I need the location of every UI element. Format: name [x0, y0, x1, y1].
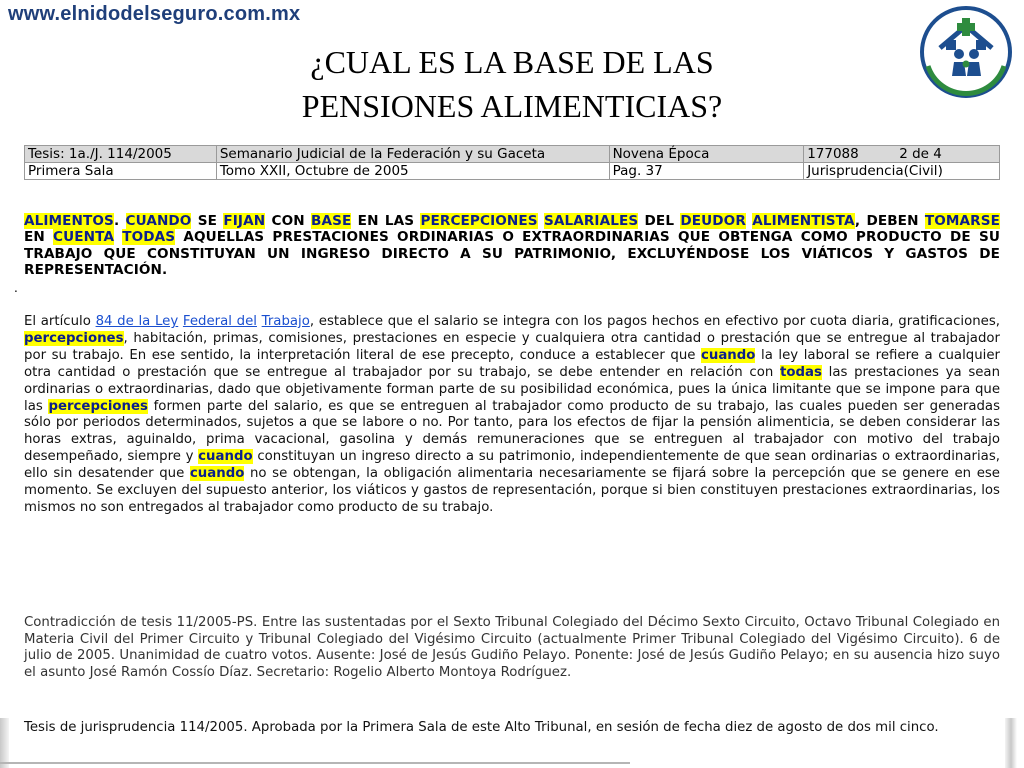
highlighted-term: BASE	[311, 213, 352, 229]
highlighted-term: cuando	[198, 449, 253, 465]
heading-text: DEL	[638, 213, 681, 229]
law-trabajo-link[interactable]: Trabajo	[261, 314, 310, 329]
body-text-run: no se obtengan, la obligación alimentaria necesariamente se fijará sobre la percepción que se genere en ese momento. Se excluyen del supuesto anterior, los viáticos y gastos de representación, porque si bien constituyen prestaciones extraordinarias, los mismos no son entregados al trabajador como producto de su trabajo.	[24, 466, 1000, 515]
body-text-run: formen parte del salario, es que se entreguen al trabajador como producto de su trabajo, las cuales pueden ser generadas sólo por periodos determinados, sujetos a que se labore o no. Por tanto, para los efectos de fijar la pensión alimenticia, se deben considerar las horas extras, aguinaldo, prima vacacional, gasolina y demás remuneraciones que se entreguen al trabajador con motivo del trabajo desempeñado, siempre y	[24, 398, 1001, 465]
divider	[0, 762, 630, 764]
highlighted-term: todas	[780, 364, 822, 380]
title-line-2: PENSIONES ALIMENTICIAS?	[301, 88, 723, 124]
thesis-heading	[24, 213, 1000, 279]
body-text-run: constituyan un ingreso directo a su patrimonio, independientemente de que sean ordinarias o extraordinarias, ello sin desatender que	[24, 449, 1000, 482]
highlighted-term: CUENTA	[53, 229, 115, 246]
scan-edge-right	[1005, 718, 1017, 768]
registry-cell	[804, 146, 1000, 163]
tesis-number: Tesis: 1a./J. 114/2005	[25, 146, 217, 163]
highlighted-term: percepciones	[48, 398, 148, 414]
highlighted-term: SALARIALES	[543, 213, 639, 229]
page-title	[0, 40, 1024, 128]
highlighted-term: PERCEPCIONES	[420, 213, 538, 229]
highlighted-term: percepciones	[24, 330, 124, 346]
epoch: Novena Época	[609, 146, 804, 163]
thesis-body	[24, 314, 1000, 517]
table-row	[25, 146, 1000, 163]
court-chamber: Primera Sala	[25, 163, 217, 180]
heading-text: , DEBEN	[854, 213, 925, 229]
body-text-run: las prestaciones ya sean ordinarias o extraordinarias, dado que objetivamente forman parte de su posibilidad económica, pues la única limitante que se impone para que las	[24, 364, 1001, 414]
stray-dot: .	[14, 281, 18, 295]
thesis-type: Jurisprudencia(Civil)	[804, 163, 1000, 180]
heading-text: SE	[191, 213, 224, 229]
heading-text: EN LAS	[351, 213, 421, 229]
registry-number: 177088	[807, 146, 859, 162]
scan-edge-left	[0, 718, 9, 768]
highlighted-term: CUANDO	[125, 213, 192, 229]
highlighted-term: TODAS	[122, 229, 176, 246]
law-article-link[interactable]: 84 de la Ley	[95, 314, 179, 329]
jurisprudence-note: Tesis de jurisprudencia 114/2005. Aprobada por la Primera Sala de este Alto Tribunal, en sesión de fecha diez de agosto de dos mil cinco.	[24, 720, 939, 735]
heading-text: AQUELLAS PRESTACIONES ORDINARIAS O EXTRAORDINARIAS QUE OBTENGA COMO PRODUCTO DE SU TRABAJO QUE CONSTITUYAN UN INGRESO DIRECTO A SU PATRIMONIO, EXCLUYÉNDOSE LOS VIÁTICOS Y GASTOS DE REPRESENTACIÓN.	[24, 229, 1000, 279]
heading-text: EN	[24, 229, 54, 246]
tesis-metadata-table	[24, 145, 1000, 180]
precedent-paragraph: Contradicción de tesis 11/2005-PS. Entre las sustentadas por el Sexto Tribunal Colegiado del Décimo Sexto Circuito, Octavo Tribunal Colegiado en Materia Civil del Primer Circuito y Tribunal Colegiado del Vigésimo Circuito (actualmente Primer Tribunal Colegiado del Vigésimo Circuito). 6 de julio de 2005. Unanimidad de cuatro votos. Ausente: José de Jesús Gudiño Pelayo. Ponente: José de Jesús Gudiño Pelayo; en su ausencia hizo suyo el asunto José Ramón Cossío Díaz. Secretario: Rogelio Alberto Montoya Rodríguez.	[24, 615, 1000, 680]
page-counter: 2 de 4	[899, 146, 942, 162]
family-house-medical-logo-icon	[918, 4, 1014, 100]
body-text-run: la ley laboral se refiere a cualquier otra cantidad o prestación que se entregue al trabajador por su trabajo, se debe entender en relación con	[24, 347, 1000, 380]
body-text-run: , establece que el salario se integra con los pagos hechos en efectivo por cuota diaria, gratificaciones,	[309, 314, 1000, 329]
highlighted-term: cuando	[189, 466, 245, 482]
page-ref: Pag. 37	[609, 163, 804, 180]
source-publication: Semanario Judicial de la Federación y su Gaceta	[216, 146, 609, 163]
heading-text	[538, 213, 544, 229]
law-federal-link[interactable]: Federal del	[182, 314, 257, 329]
highlighted-term: TOMARSE	[924, 213, 1000, 229]
title-line-1: ¿CUAL ES LA BASE DE LAS	[310, 44, 714, 80]
site-url: www.elnidodelseguro.com.mx	[8, 3, 301, 25]
highlighted-term: ALIMENTOS	[24, 213, 114, 229]
heading-text: .	[113, 213, 126, 229]
body-text-run: El artículo	[24, 314, 96, 329]
table-row	[25, 163, 1000, 180]
highlighted-term: DEUDOR	[680, 213, 746, 229]
highlighted-term: FIJAN	[223, 213, 266, 229]
heading-text: CON	[265, 213, 312, 229]
highlighted-term: cuando	[700, 347, 756, 363]
body-text-run: , habitación, primas, comisiones, prestaciones en especie y cualquiera otra cantidad o prestación que se entregue al trabajador por su trabajo. En ese sentido, la interpretación literal de ese precepto, conduce a establecer que	[24, 330, 1000, 363]
highlighted-term: ALIMENTISTA	[752, 213, 855, 229]
volume: Tomo XXII, Octubre de 2005	[216, 163, 609, 180]
